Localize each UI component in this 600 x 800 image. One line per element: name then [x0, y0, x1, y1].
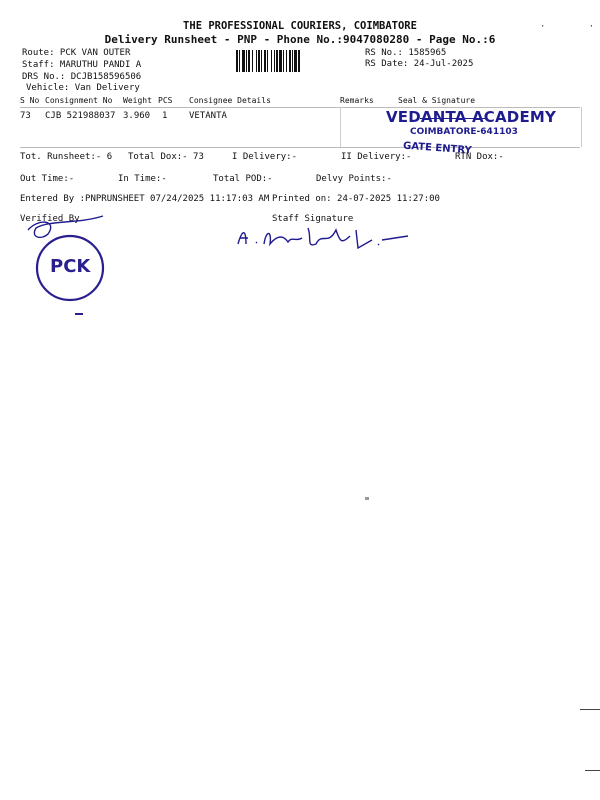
col-weight: Weight — [123, 96, 152, 105]
staff-text: Staff: MARUTHU PANDI A — [22, 60, 142, 70]
stamp-strike — [420, 118, 485, 119]
vedanta-stamp-name: VEDANTA ACADEMY — [386, 108, 557, 126]
drs-text: DRS No.: DCJB158596506 — [22, 72, 142, 82]
cell-pcs: 1 — [162, 111, 168, 121]
tot-runsheet-text: Tot. Runsheet:- 6 — [20, 152, 113, 162]
runsheet-title: Delivery Runsheet - PNP - Phone No.:9047080280 - Page No.:6 — [104, 33, 496, 46]
corner-marks: · · — [540, 22, 595, 32]
out-time-text: Out Time:- — [20, 174, 75, 184]
vedanta-stamp-line3: GATE ENTRY — [402, 140, 473, 157]
barcode-image — [236, 50, 356, 72]
barcode-bar — [300, 50, 301, 72]
row-divider — [20, 147, 580, 148]
stamp-tick — [75, 313, 83, 315]
vehicle-text: Vehicle: Van Delivery — [26, 83, 140, 93]
rtn-dox-text: RTN Dox:- — [455, 152, 504, 162]
printed-on-text: Printed on: 24-07-2025 11:27:00 — [272, 194, 440, 204]
delvy-points-text: Delvy Points:- — [316, 174, 392, 184]
cell-weight: 3.960 — [123, 111, 151, 121]
verified-by-label: Verified By — [20, 214, 80, 224]
pck-stamp-text: PCK — [50, 256, 91, 277]
company-title: THE PROFESSIONAL COURIERS, COIMBATORE — [183, 20, 417, 32]
col-consignment: Consignment No — [45, 96, 113, 105]
cell-consignee: VETANTA — [189, 111, 227, 121]
staff-signature — [232, 218, 412, 258]
vedanta-stamp-city: COIMBATORE-641103 — [410, 127, 518, 137]
cell-consignment: CJB 521988037 — [45, 111, 116, 121]
col-seal: Seal & Signature — [398, 96, 476, 105]
staff-signature-label: Staff Signature — [272, 214, 354, 224]
ii-delivery-text: II Delivery:- — [341, 152, 412, 162]
col-sno: S No — [20, 96, 40, 105]
rs-number-text: RS No.: 1585965 — [365, 48, 447, 58]
cell-sno: 73 — [20, 111, 31, 121]
total-pod-text: Total POD:- — [213, 174, 273, 184]
col-consignee: Consignee Details — [189, 96, 271, 105]
total-dox-text: Total Dox:- 73 — [128, 152, 204, 162]
col-remarks: Remarks — [340, 96, 374, 105]
edge-line-bottom — [585, 770, 600, 771]
rs-date-text: RS Date: 24-Jul-2025 — [365, 59, 474, 69]
in-time-text: In Time:- — [118, 174, 167, 184]
i-delivery-text: I Delivery:- — [232, 152, 298, 162]
entered-by-text: Entered By :PNPRUNSHEET 07/24/2025 11:17:03 AM — [20, 194, 270, 204]
route-text: Route: PCK VAN OUTER — [22, 48, 131, 58]
margin-mark — [365, 497, 369, 500]
col-pcs: PCS — [158, 96, 173, 105]
edge-line — [580, 709, 600, 710]
